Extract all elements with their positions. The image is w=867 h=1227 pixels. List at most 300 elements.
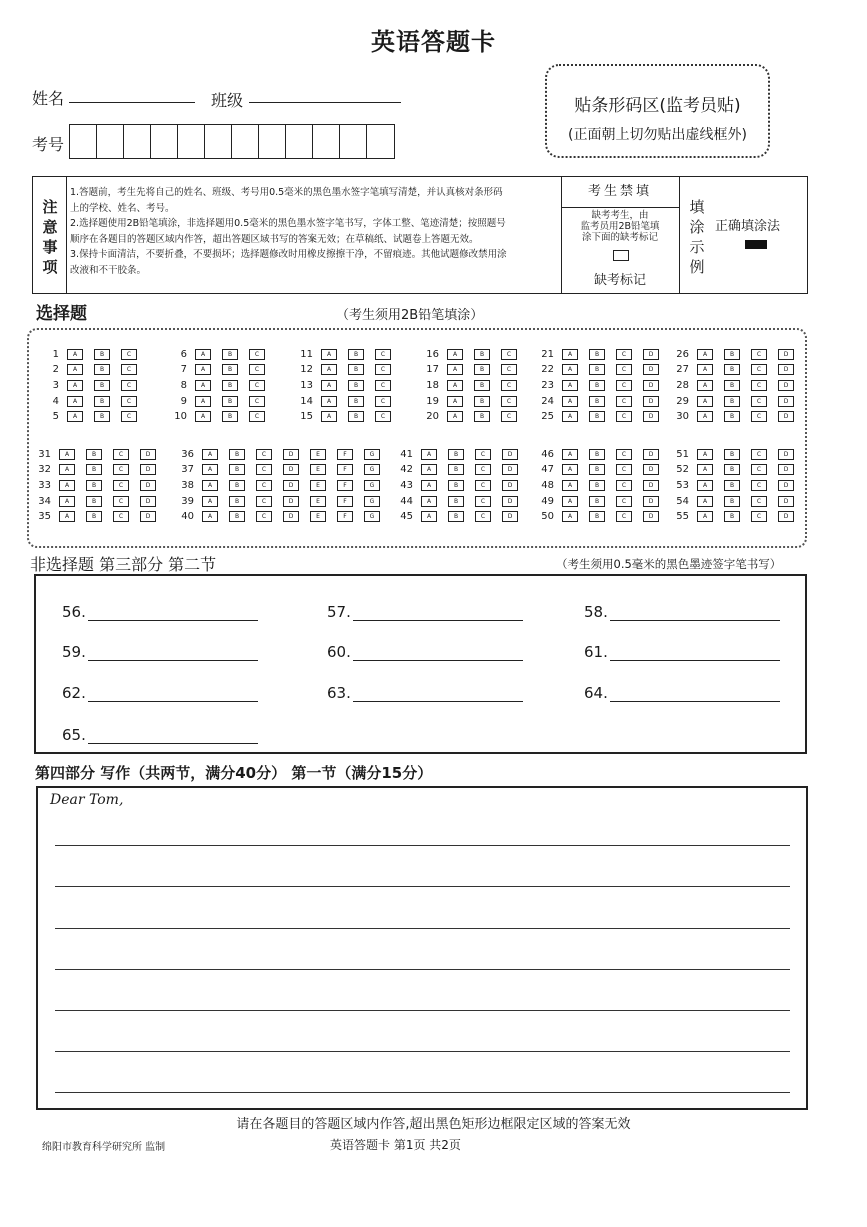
option-bubble-b[interactable]: B	[86, 511, 102, 522]
option-bubble-d[interactable]: D	[502, 449, 518, 460]
option-bubble-d[interactable]: D	[140, 496, 156, 507]
option-bubble-b[interactable]: B	[222, 396, 238, 407]
option-bubble-a[interactable]: A	[195, 364, 211, 375]
option-bubble-b[interactable]: B	[589, 480, 605, 491]
question-20	[417, 411, 528, 423]
option-bubble-c[interactable]: C	[501, 349, 517, 360]
option-bubble-c[interactable]: C	[616, 464, 632, 475]
question-21	[532, 348, 670, 360]
option-bubble-c[interactable]: C	[501, 380, 517, 391]
option-bubble-b[interactable]: B	[348, 364, 364, 375]
option-bubble-b[interactable]: B	[222, 349, 238, 360]
question-number: 45	[400, 511, 413, 523]
option-bubble-b[interactable]: B	[724, 396, 740, 407]
question-number: 29	[676, 395, 689, 407]
question-55	[667, 511, 805, 523]
option-bubble-d[interactable]: D	[502, 480, 518, 491]
question-16	[417, 348, 528, 360]
option-bubble-d[interactable]: D	[778, 511, 794, 522]
question-27	[667, 364, 805, 376]
option-bubble-c[interactable]: C	[121, 411, 137, 422]
option-bubble-a[interactable]: A	[195, 411, 211, 422]
option-bubble-b[interactable]: B	[724, 380, 740, 391]
option-bubble-c[interactable]: C	[256, 464, 272, 475]
option-bubble-d[interactable]: D	[778, 380, 794, 391]
option-bubble-a[interactable]: A	[697, 464, 713, 475]
option-bubble-g[interactable]: G	[364, 511, 380, 522]
option-bubble-c[interactable]: C	[375, 411, 391, 422]
question-number: 20	[426, 411, 439, 423]
option-bubble-a[interactable]: A	[321, 364, 337, 375]
option-bubble-f[interactable]: F	[337, 496, 353, 507]
question-39	[172, 495, 391, 507]
option-bubble-b[interactable]: B	[229, 480, 245, 491]
option-bubble-b[interactable]: B	[448, 480, 464, 491]
option-bubble-a[interactable]: A	[321, 411, 337, 422]
option-bubble-c[interactable]: C	[751, 511, 767, 522]
question-number: 14	[300, 395, 313, 407]
question-number: 44	[400, 495, 413, 507]
question-26	[667, 348, 805, 360]
question-number: 17	[426, 364, 439, 376]
option-bubble-b[interactable]: B	[448, 464, 464, 475]
question-14	[291, 395, 402, 407]
option-bubble-b[interactable]: B	[724, 511, 740, 522]
option-bubble-a[interactable]: A	[562, 411, 578, 422]
option-bubble-d[interactable]: D	[778, 449, 794, 460]
option-bubble-a[interactable]: A	[202, 496, 218, 507]
option-bubble-g[interactable]: G	[364, 480, 380, 491]
option-bubble-d[interactable]: D	[643, 364, 659, 375]
option-bubble-a[interactable]: A	[59, 511, 75, 522]
option-bubble-b[interactable]: B	[724, 449, 740, 460]
option-bubble-c[interactable]: C	[113, 480, 129, 491]
option-bubble-b[interactable]: B	[724, 480, 740, 491]
option-bubble-a[interactable]: A	[421, 464, 437, 475]
option-bubble-c[interactable]: C	[501, 396, 517, 407]
option-bubble-d[interactable]: D	[778, 349, 794, 360]
option-bubble-b[interactable]: B	[448, 511, 464, 522]
option-bubble-c[interactable]: C	[113, 449, 129, 460]
question-number: 4	[52, 395, 59, 407]
option-bubble-b[interactable]: B	[724, 496, 740, 507]
option-bubble-d[interactable]: D	[778, 411, 794, 422]
option-bubble-d[interactable]: D	[283, 449, 299, 460]
option-bubble-d[interactable]: D	[778, 480, 794, 491]
option-bubble-c[interactable]: C	[616, 396, 632, 407]
option-bubble-b[interactable]: B	[222, 364, 238, 375]
question-number: 40	[181, 511, 194, 523]
option-bubble-b[interactable]: B	[229, 464, 245, 475]
option-bubble-f[interactable]: F	[337, 511, 353, 522]
question-number: 53	[676, 479, 689, 491]
option-bubble-b[interactable]: B	[222, 411, 238, 422]
option-bubble-b[interactable]: B	[589, 364, 605, 375]
question-number: 7	[180, 364, 187, 376]
option-bubble-b[interactable]: B	[448, 496, 464, 507]
option-bubble-b[interactable]: B	[86, 496, 102, 507]
option-bubble-a[interactable]: A	[321, 349, 337, 360]
option-bubble-a[interactable]: A	[321, 380, 337, 391]
question-number: 16	[426, 348, 439, 360]
option-bubble-c[interactable]: C	[475, 449, 491, 460]
option-bubble-a[interactable]: A	[562, 449, 578, 460]
option-bubble-b[interactable]: B	[348, 411, 364, 422]
option-bubble-d[interactable]: D	[502, 496, 518, 507]
option-bubble-c[interactable]: C	[475, 480, 491, 491]
option-bubble-b[interactable]: B	[222, 380, 238, 391]
option-bubble-b[interactable]: B	[348, 396, 364, 407]
question-23	[532, 379, 670, 391]
option-bubble-b[interactable]: B	[474, 411, 490, 422]
option-bubble-c[interactable]: C	[751, 464, 767, 475]
class-field[interactable]	[249, 84, 401, 103]
question-30	[667, 411, 805, 423]
option-bubble-a[interactable]: A	[67, 380, 83, 391]
option-bubble-c[interactable]: C	[256, 511, 272, 522]
option-bubble-c[interactable]: C	[375, 364, 391, 375]
question-8	[165, 379, 276, 391]
question-number: 10	[174, 411, 187, 423]
option-bubble-c[interactable]: C	[249, 364, 265, 375]
answer-62[interactable]: 62.	[62, 684, 258, 702]
answer-61[interactable]: 61.	[584, 643, 780, 661]
option-bubble-c[interactable]: C	[616, 411, 632, 422]
option-bubble-c[interactable]: C	[256, 449, 272, 460]
writing-salutation: Dear Tom,	[50, 792, 124, 808]
option-bubble-a[interactable]: A	[195, 396, 211, 407]
option-bubble-d[interactable]: D	[643, 496, 659, 507]
option-bubble-b[interactable]: B	[94, 411, 110, 422]
option-bubble-c[interactable]: C	[249, 411, 265, 422]
option-bubble-a[interactable]: A	[697, 380, 713, 391]
option-bubble-d[interactable]: D	[502, 464, 518, 475]
question-32	[29, 464, 167, 476]
question-number: 38	[181, 479, 194, 491]
option-bubble-a[interactable]: A	[562, 380, 578, 391]
option-bubble-f[interactable]: F	[337, 449, 353, 460]
question-number: 55	[676, 511, 689, 523]
answer-56[interactable]: 56.	[62, 603, 258, 621]
option-bubble-a[interactable]: A	[697, 396, 713, 407]
option-bubble-c[interactable]: C	[121, 380, 137, 391]
example-label: 填涂示例	[689, 198, 705, 276]
option-bubble-c[interactable]: C	[375, 396, 391, 407]
answer-65[interactable]: 65.	[62, 726, 258, 744]
option-bubble-c[interactable]: C	[751, 480, 767, 491]
option-bubble-a[interactable]: A	[697, 496, 713, 507]
option-bubble-a[interactable]: A	[202, 511, 218, 522]
question-number: 36	[181, 448, 194, 460]
option-bubble-a[interactable]: A	[697, 480, 713, 491]
option-bubble-a[interactable]: A	[562, 480, 578, 491]
option-bubble-a[interactable]: A	[202, 449, 218, 460]
option-bubble-a[interactable]: A	[562, 349, 578, 360]
option-bubble-d[interactable]: D	[283, 511, 299, 522]
option-bubble-d[interactable]: D	[140, 511, 156, 522]
question-number: 39	[181, 495, 194, 507]
option-bubble-a[interactable]: A	[67, 364, 83, 375]
option-bubble-c[interactable]: C	[751, 396, 767, 407]
option-bubble-a[interactable]: A	[59, 480, 75, 491]
option-bubble-c[interactable]: C	[616, 364, 632, 375]
option-bubble-c[interactable]: C	[616, 349, 632, 360]
option-bubble-d[interactable]: D	[283, 464, 299, 475]
option-bubble-b[interactable]: B	[724, 364, 740, 375]
option-bubble-a[interactable]: A	[421, 480, 437, 491]
choice-note: （考生须用2B铅笔填涂）	[336, 308, 484, 323]
question-11	[291, 348, 402, 360]
choice-answer-area	[27, 328, 807, 548]
question-6	[165, 348, 276, 360]
question-9	[165, 395, 276, 407]
option-bubble-e[interactable]: E	[310, 511, 326, 522]
option-bubble-d[interactable]: D	[643, 380, 659, 391]
option-bubble-b[interactable]: B	[589, 396, 605, 407]
option-bubble-d[interactable]: D	[778, 364, 794, 375]
question-18	[417, 379, 528, 391]
option-bubble-a[interactable]: A	[697, 511, 713, 522]
option-bubble-d[interactable]: D	[643, 349, 659, 360]
question-3	[37, 379, 148, 391]
option-bubble-a[interactable]: A	[447, 349, 463, 360]
question-number: 51	[676, 448, 689, 460]
question-46	[532, 448, 670, 460]
option-bubble-b[interactable]: B	[589, 411, 605, 422]
option-bubble-b[interactable]: B	[86, 480, 102, 491]
question-number: 21	[541, 348, 554, 360]
answer-57[interactable]: 57.	[327, 603, 523, 621]
option-bubble-b[interactable]: B	[474, 380, 490, 391]
option-bubble-c[interactable]: C	[475, 496, 491, 507]
option-bubble-a[interactable]: A	[321, 396, 337, 407]
question-number: 37	[181, 464, 194, 476]
option-bubble-d[interactable]: D	[643, 511, 659, 522]
option-bubble-d[interactable]: D	[643, 480, 659, 491]
option-bubble-c[interactable]: C	[249, 349, 265, 360]
option-bubble-b[interactable]: B	[94, 380, 110, 391]
option-bubble-d[interactable]: D	[283, 480, 299, 491]
option-bubble-c[interactable]: C	[616, 496, 632, 507]
option-bubble-b[interactable]: B	[589, 511, 605, 522]
question-53	[667, 479, 805, 491]
option-bubble-b[interactable]: B	[448, 449, 464, 460]
option-bubble-f[interactable]: F	[337, 480, 353, 491]
option-bubble-b[interactable]: B	[589, 380, 605, 391]
option-bubble-c[interactable]: C	[256, 480, 272, 491]
option-bubble-b[interactable]: B	[348, 349, 364, 360]
option-bubble-a[interactable]: A	[59, 464, 75, 475]
option-bubble-b[interactable]: B	[589, 464, 605, 475]
option-bubble-d[interactable]: D	[140, 449, 156, 460]
option-bubble-a[interactable]: A	[562, 364, 578, 375]
option-bubble-d[interactable]: D	[778, 464, 794, 475]
option-bubble-f[interactable]: F	[337, 464, 353, 475]
option-bubble-c[interactable]: C	[616, 449, 632, 460]
footer-warning: 请在各题目的答题区域内作答,超出黑色矩形边框限定区域的答案无效	[236, 1117, 631, 1132]
option-bubble-d[interactable]: D	[643, 411, 659, 422]
option-bubble-c[interactable]: C	[249, 396, 265, 407]
exam-id-boxes[interactable]	[69, 124, 395, 159]
option-bubble-a[interactable]: A	[67, 349, 83, 360]
choice-title: 选择题	[36, 304, 87, 324]
writing-line	[55, 1051, 790, 1052]
option-bubble-d[interactable]: D	[283, 496, 299, 507]
writing-box[interactable]	[36, 786, 808, 1110]
question-44	[391, 495, 529, 507]
option-bubble-a[interactable]: A	[421, 496, 437, 507]
option-bubble-c[interactable]: C	[751, 349, 767, 360]
option-bubble-c[interactable]: C	[121, 396, 137, 407]
question-number: 1	[52, 348, 59, 360]
non-choice-title: 非选择题 第三部分 第二节	[30, 555, 217, 574]
option-bubble-a[interactable]: A	[447, 364, 463, 375]
option-bubble-b[interactable]: B	[229, 511, 245, 522]
option-bubble-a[interactable]: A	[447, 396, 463, 407]
option-bubble-e[interactable]: E	[310, 464, 326, 475]
option-bubble-b[interactable]: B	[94, 364, 110, 375]
option-bubble-b[interactable]: B	[229, 449, 245, 460]
option-bubble-a[interactable]: A	[447, 411, 463, 422]
option-bubble-g[interactable]: G	[364, 464, 380, 475]
question-43	[391, 479, 529, 491]
answer-60[interactable]: 60.	[327, 643, 523, 661]
question-1	[37, 348, 148, 360]
option-bubble-c[interactable]: C	[751, 411, 767, 422]
option-bubble-b[interactable]: B	[348, 380, 364, 391]
option-bubble-a[interactable]: A	[562, 496, 578, 507]
option-bubble-a[interactable]: A	[195, 349, 211, 360]
option-bubble-d[interactable]: D	[643, 449, 659, 460]
name-field[interactable]	[69, 84, 195, 103]
option-bubble-g[interactable]: G	[364, 496, 380, 507]
option-bubble-b[interactable]: B	[86, 449, 102, 460]
answer-63[interactable]: 63.	[327, 684, 523, 702]
option-bubble-e[interactable]: E	[310, 480, 326, 491]
option-bubble-b[interactable]: B	[229, 496, 245, 507]
option-bubble-d[interactable]: D	[643, 464, 659, 475]
option-bubble-b[interactable]: B	[724, 464, 740, 475]
option-bubble-c[interactable]: C	[616, 480, 632, 491]
option-bubble-a[interactable]: A	[67, 396, 83, 407]
option-bubble-e[interactable]: E	[310, 496, 326, 507]
question-17	[417, 364, 528, 376]
option-bubble-b[interactable]: B	[94, 349, 110, 360]
option-bubble-b[interactable]: B	[474, 349, 490, 360]
option-bubble-c[interactable]: C	[256, 496, 272, 507]
option-bubble-c[interactable]: C	[616, 380, 632, 391]
option-bubble-b[interactable]: B	[724, 349, 740, 360]
option-bubble-c[interactable]: C	[375, 380, 391, 391]
option-bubble-a[interactable]: A	[562, 464, 578, 475]
option-bubble-c[interactable]: C	[751, 380, 767, 391]
option-bubble-c[interactable]: C	[501, 364, 517, 375]
option-bubble-b[interactable]: B	[724, 411, 740, 422]
question-33	[29, 479, 167, 491]
option-bubble-a[interactable]: A	[59, 449, 75, 460]
option-bubble-c[interactable]: C	[751, 364, 767, 375]
option-bubble-b[interactable]: B	[474, 396, 490, 407]
option-bubble-c[interactable]: C	[113, 496, 129, 507]
question-15	[291, 411, 402, 423]
answer-64[interactable]: 64.	[584, 684, 780, 702]
option-bubble-c[interactable]: C	[751, 449, 767, 460]
option-bubble-c[interactable]: C	[375, 349, 391, 360]
option-bubble-a[interactable]: A	[202, 464, 218, 475]
option-bubble-b[interactable]: B	[589, 496, 605, 507]
option-bubble-a[interactable]: A	[562, 511, 578, 522]
answer-58[interactable]: 58.	[584, 603, 780, 621]
option-bubble-c[interactable]: C	[475, 511, 491, 522]
option-bubble-c[interactable]: C	[249, 380, 265, 391]
notice-rules: 1.答题前，考生先将自己的姓名、班级、考号用0.5毫米的黑色墨水签字笔填写清楚，并认真核对条形码 上的学校、姓名、考号。 2.选择题使用2B铅笔填涂，非选择题用0.5毫米的黑色墨水签字笔书写，字体工整、笔迹清楚；按照题号 顺序在各题目的答题区域内作答，超出答题区域书写的答案无效；在草稿纸、试题卷上答题无效。 3.保持卡面清洁，不要折叠，不要损坏；选择题修改时用橡皮擦擦干净，不留痕迹。其他试题修改禁用涂 改液和不干胶条。	[70, 187, 507, 276]
option-bubble-c[interactable]: C	[113, 464, 129, 475]
option-bubble-a[interactable]: A	[447, 380, 463, 391]
notice-label: 注意事项	[42, 198, 58, 276]
option-bubble-c[interactable]: C	[501, 411, 517, 422]
option-bubble-a[interactable]: A	[697, 349, 713, 360]
question-38	[172, 479, 391, 491]
option-bubble-a[interactable]: A	[562, 396, 578, 407]
option-bubble-d[interactable]: D	[140, 464, 156, 475]
option-bubble-a[interactable]: A	[697, 449, 713, 460]
option-bubble-c[interactable]: C	[121, 364, 137, 375]
option-bubble-a[interactable]: A	[697, 364, 713, 375]
question-number: 42	[400, 464, 413, 476]
option-bubble-c[interactable]: C	[113, 511, 129, 522]
absent-mark-box[interactable]	[613, 250, 629, 261]
option-bubble-a[interactable]: A	[421, 511, 437, 522]
option-bubble-d[interactable]: D	[643, 396, 659, 407]
option-bubble-g[interactable]: G	[364, 449, 380, 460]
option-bubble-d[interactable]: D	[778, 396, 794, 407]
answer-59[interactable]: 59.	[62, 643, 258, 661]
option-bubble-c[interactable]: C	[121, 349, 137, 360]
question-25	[532, 411, 670, 423]
barcode-note: (正面朝上切勿贴出虚线框外)	[568, 127, 747, 143]
option-bubble-d[interactable]: D	[502, 511, 518, 522]
option-bubble-c[interactable]: C	[751, 496, 767, 507]
option-bubble-d[interactable]: D	[778, 496, 794, 507]
option-bubble-e[interactable]: E	[310, 449, 326, 460]
question-number: 6	[180, 348, 187, 360]
question-13	[291, 379, 402, 391]
forbidden-text: 缺考考生，由 监考员用2B铅笔填 涂下面的缺考标记	[580, 210, 660, 243]
option-bubble-b[interactable]: B	[86, 464, 102, 475]
option-bubble-a[interactable]: A	[697, 411, 713, 422]
option-bubble-b[interactable]: B	[589, 349, 605, 360]
option-bubble-b[interactable]: B	[589, 449, 605, 460]
question-number: 52	[676, 464, 689, 476]
question-4	[37, 395, 148, 407]
question-19	[417, 395, 528, 407]
option-bubble-d[interactable]: D	[140, 480, 156, 491]
option-bubble-a[interactable]: A	[421, 449, 437, 460]
question-number: 23	[541, 379, 554, 391]
question-number: 35	[38, 511, 51, 523]
question-24	[532, 395, 670, 407]
question-2	[37, 364, 148, 376]
option-bubble-c[interactable]: C	[616, 511, 632, 522]
option-bubble-a[interactable]: A	[202, 480, 218, 491]
option-bubble-b[interactable]: B	[94, 396, 110, 407]
option-bubble-a[interactable]: A	[195, 380, 211, 391]
option-bubble-a[interactable]: A	[59, 496, 75, 507]
example-text: 正确填涂法	[715, 219, 781, 234]
option-bubble-a[interactable]: A	[67, 411, 83, 422]
option-bubble-b[interactable]: B	[474, 364, 490, 375]
option-bubble-c[interactable]: C	[475, 464, 491, 475]
